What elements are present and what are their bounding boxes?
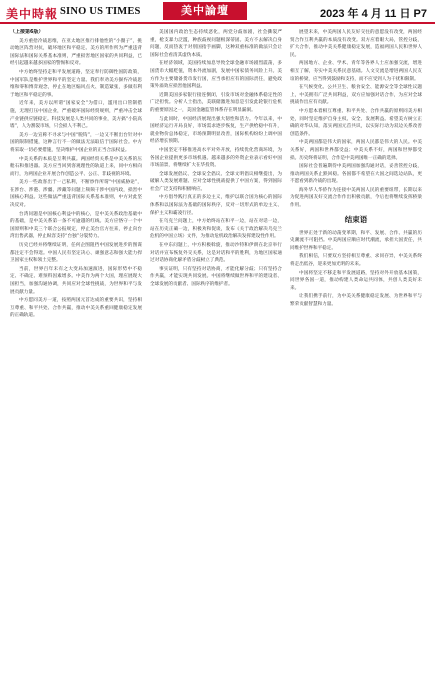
article-paragraph: 近期美国多家银行接连倒闭，引发市场对金融体系稳定性的广泛担忧。分析人士指出，美联储激进加息是引发此轮银行危机的重要原因之一，美国金融监管体系存在明显漏洞。 bbox=[150, 92, 282, 113]
article-paragraph: 美国国内政治生态持续恶化，两党分歧加剧，社会撕裂严重，枪支暴力泛滥，种族歧视问题根深蒂固。美方不去解决自身问题，反而热衷于对别国指手画脚，这种双重标准的做法只会让国际社会看清其虚伪本质。 bbox=[150, 30, 282, 58]
article-paragraph: 历史已经并将继续证明，任何企图阻挡中国发展进步的图谋都注定不会得逞。中国人民有坚定决心、顽强意志和强大能力捍卫国家主权和领土完整。 bbox=[10, 243, 142, 264]
article-paragraph: 美方重拾冷战思维，在亚太地区推行排他性的“小圈子”，挑动地区阵营对抗，破坏地区和平稳定。美方的所作所为严重违背国际法和国际关系基本准则，严重损害地区国家的共同利益，已经引起越来越多国家的警惕和反对。 bbox=[10, 38, 142, 67]
article-paragraph: 中美两国都是伟大的国家，两国人民都是伟大的人民。中美关系好，两国和世界都受益；中美关系不好，两国和世界都受损。历史终将证明，合作是中美两国唯一正确的选择。 bbox=[290, 140, 422, 161]
newspaper-name-cn: 美中時報 bbox=[6, 7, 59, 21]
article-paragraph: 在经济领域，美国持续加息导致全球金融市场剧烈震荡，多国货币大幅贬值，资本外流加剧，发展中国家债务风险上升。美方作为主要储备货币发行国，应当承担应有的国际责任，避免政策外溢效应损害他国利益。 bbox=[150, 61, 282, 90]
article-paragraph: 国际社会普遍期待中美两国加强沟通对话，妥善管控分歧，推动两国关系止跌回稳。各国都不希望在大国之间选边站队，更不愿看到新冷战的出现。 bbox=[290, 164, 422, 185]
article-paragraph: 台湾问题是中国核心利益中的核心，是中美关系政治基础中的基础，是中美关系第一条不可逾越的红线。美方应恪守一个中国原则和中美三个联合公报规定，停止美台官方往来，停止向台湾出售武器，停止纵容支持“台独”分裂势力。 bbox=[10, 211, 142, 240]
article-paragraph: 在气候变化、公共卫生、粮食安全、能源安全等全球性议题上，中美拥有广泛共同利益，双方应加强对话合作，为应对全球挑战作出应有贡献。 bbox=[290, 85, 422, 106]
article-paragraph: 事实证明，只有坚持对话协商，才能化解分歧；只有坚持合作共赢，才能实现共同发展。中国将继续做世界和平的建设者、全球发展的贡献者、国际秩序的维护者。 bbox=[150, 266, 282, 287]
article-paragraph: 当前，世界百年未有之大变局加速演进，国际形势中不稳定、不确定、难预料因素增多。中美作为两个大国，理应展现大国担当，加强沟通协调，共同应对全球性挑战，为世界和平与发展贡献力量。 bbox=[10, 266, 142, 295]
article-paragraph: 中国坚定不移推进高水平对外开放，持续优化营商环境，为各国企业提供更多市场机遇。越来越多的外资企业表示看好中国市场前景，将继续扩大在华投资。 bbox=[150, 147, 282, 169]
article-paragraph: 中方愿本着相互尊重、和平共处、合作共赢的原则同美方相处，同时坚定维护自身主权、安全、发展利益。希望美方树立正确的对华认知，落实两国元首共识，以实际行动为双边关系改善创造条件。 bbox=[290, 108, 422, 137]
masthead bbox=[0, 0, 435, 24]
article-paragraph: 世界正处于新的动荡变革期，和平、发展、合作、共赢的历史潮流不可阻挡。中美两国应顺应时代潮流，承担大国责任，共同维护世界和平稳定。 bbox=[290, 230, 422, 251]
article-paragraph: 在乌克兰问题上，中方始终站在和平一边，站在对话一边，站在历史正确一边，积极劝和促谈，发布《关于政治解决乌克兰危机的中国立场》文件，为推动危机政治解决发挥建设性作用。 bbox=[150, 219, 282, 240]
article-paragraph: 让我们携手前行，为中美关系健康稳定发展、为世界和平与繁荣贡献智慧和力量。 bbox=[290, 294, 422, 307]
article-paragraph: （上接第6版） bbox=[10, 29, 44, 35]
article-column-1 bbox=[10, 29, 142, 694]
article-column-3 bbox=[290, 29, 422, 694]
article-paragraph: 中方始终坚持走和平发展道路，坚定奉行防御性国防政策，中国军队是维护世界和平的坚定力量。我们奉劝美方摒弃冷战思维和零和博弈观念，停止在地区煽风点火、制造紧张，多做有利于地区和平稳定的事。 bbox=[10, 69, 142, 98]
article-column-2 bbox=[150, 29, 282, 694]
article-paragraph: 展望未来，中美两国人民友好交往的意愿没有改变，两国经贸合作互利共赢的本质没有改变。双方应着眼大局，管控分歧，扩大合作，推动中美关系健康稳定发展，造福两国人民和世界人民。 bbox=[290, 30, 422, 58]
issue-date-page: 2023 年 4 月 11 日 P7 bbox=[319, 8, 427, 20]
article-paragraph: 中方愿同美方一道，按照两国元首达成的重要共识，坚持相互尊重、和平共处、合作共赢，推动中美关系重回健康稳定发展的正确轨道。 bbox=[10, 298, 142, 319]
article-paragraph: 美方一些政客出于一己私利，不断炒作所谓“中国威胁论”，在涉台、涉港、涉疆、涉藏等问题上频频干涉中国内政，损害中国核心利益。这些做法严重违背国际关系基本准则，中方对此坚决反对。 bbox=[10, 180, 142, 209]
article-paragraph: 美方一边宣称不寻求与中国“脱钩”，一边又不断出台针对中国的限制措施，这种言行不一的做法无法取信于国际社会。中方将采取一切必要措施，坚决维护中国企业的正当合法权益。 bbox=[10, 132, 142, 153]
article-paragraph: 两国地方、企业、学术、青年等各界人士应加强交流，增进相互了解，夯实中美关系民意基础。人文交流是增进两国人民友谊的桥梁，应当得到鼓励和支持，而不应受到人为干扰和限制。 bbox=[290, 61, 422, 82]
article-paragraph: 中美关系的本质是互利共赢。两国经贸关系是中美关系的压舱石和推进器。美方应当回到客观理性的轨道上来，同中方相向而行，为两国企业开展合作创造公平、公正、非歧视的环境。 bbox=[10, 156, 142, 177]
article-paragraph: 近年来，美方以所谓“国家安全”为借口，滥用出口管制措施，无理打压中国企业，严重破坏国际经贸规则，严重冲击全球产业链供应链稳定。科技发展是人类共同的事业，美方搞“小院高墙”，人为割裂市场，只会损人不利己。 bbox=[10, 101, 142, 130]
section-tag: 美中論壇 bbox=[163, 2, 247, 20]
article-paragraph: 海外华人华侨作为连接中美两国人民的重要纽带，长期以来为促进两国友好交流合作作出积极贡献，今后也将继续发挥桥梁作用。 bbox=[290, 187, 422, 209]
article-paragraph: 中方倡导践行真正的多边主义，维护以联合国为核心的国际体系和以国际法为基础的国际秩序，反对一切形式的单边主义、保护主义和霸凌行径。 bbox=[150, 195, 282, 216]
newspaper-name-en: SINO US TIMES bbox=[60, 6, 141, 17]
article-paragraph: 中国将坚定不移走和平发展道路，坚持对外开放基本国策，同世界各国一道，推动构建人类命运共同体，共创人类美好未来。 bbox=[290, 270, 422, 291]
article-columns bbox=[10, 29, 425, 694]
masthead-rule bbox=[0, 22, 435, 24]
article-paragraph: 在中东问题上，中方积极斡旋，推动沙特和伊朗在北京举行对话并宣布恢复外交关系，这是对话和平的胜利，为地区国家通过对话协商化解矛盾分歧树立了典范。 bbox=[150, 243, 282, 264]
conclusion-heading: 结束语 bbox=[344, 214, 368, 224]
article-paragraph: 与此同时，中国经济展现出强大韧性和活力。今年以来，中国经济运行开局良好，市场需求逐步恢复，生产供给稳中有升，就业物价总体稳定，市场预期明显改善，国际机构纷纷上调中国经济增长预期。 bbox=[150, 116, 282, 145]
article-paragraph: 全球发展倡议、全球安全倡议、全球文明倡议相继提出，为破解人类发展难题、应对全球性挑战提供了中国方案，得到国际社会广泛支持和积极响应。 bbox=[150, 171, 282, 192]
article-paragraph: 我们相信，只要双方坚持相互尊重、求同存异，中美关系终将走出低谷，迎来更加光明的未来。 bbox=[290, 254, 422, 268]
